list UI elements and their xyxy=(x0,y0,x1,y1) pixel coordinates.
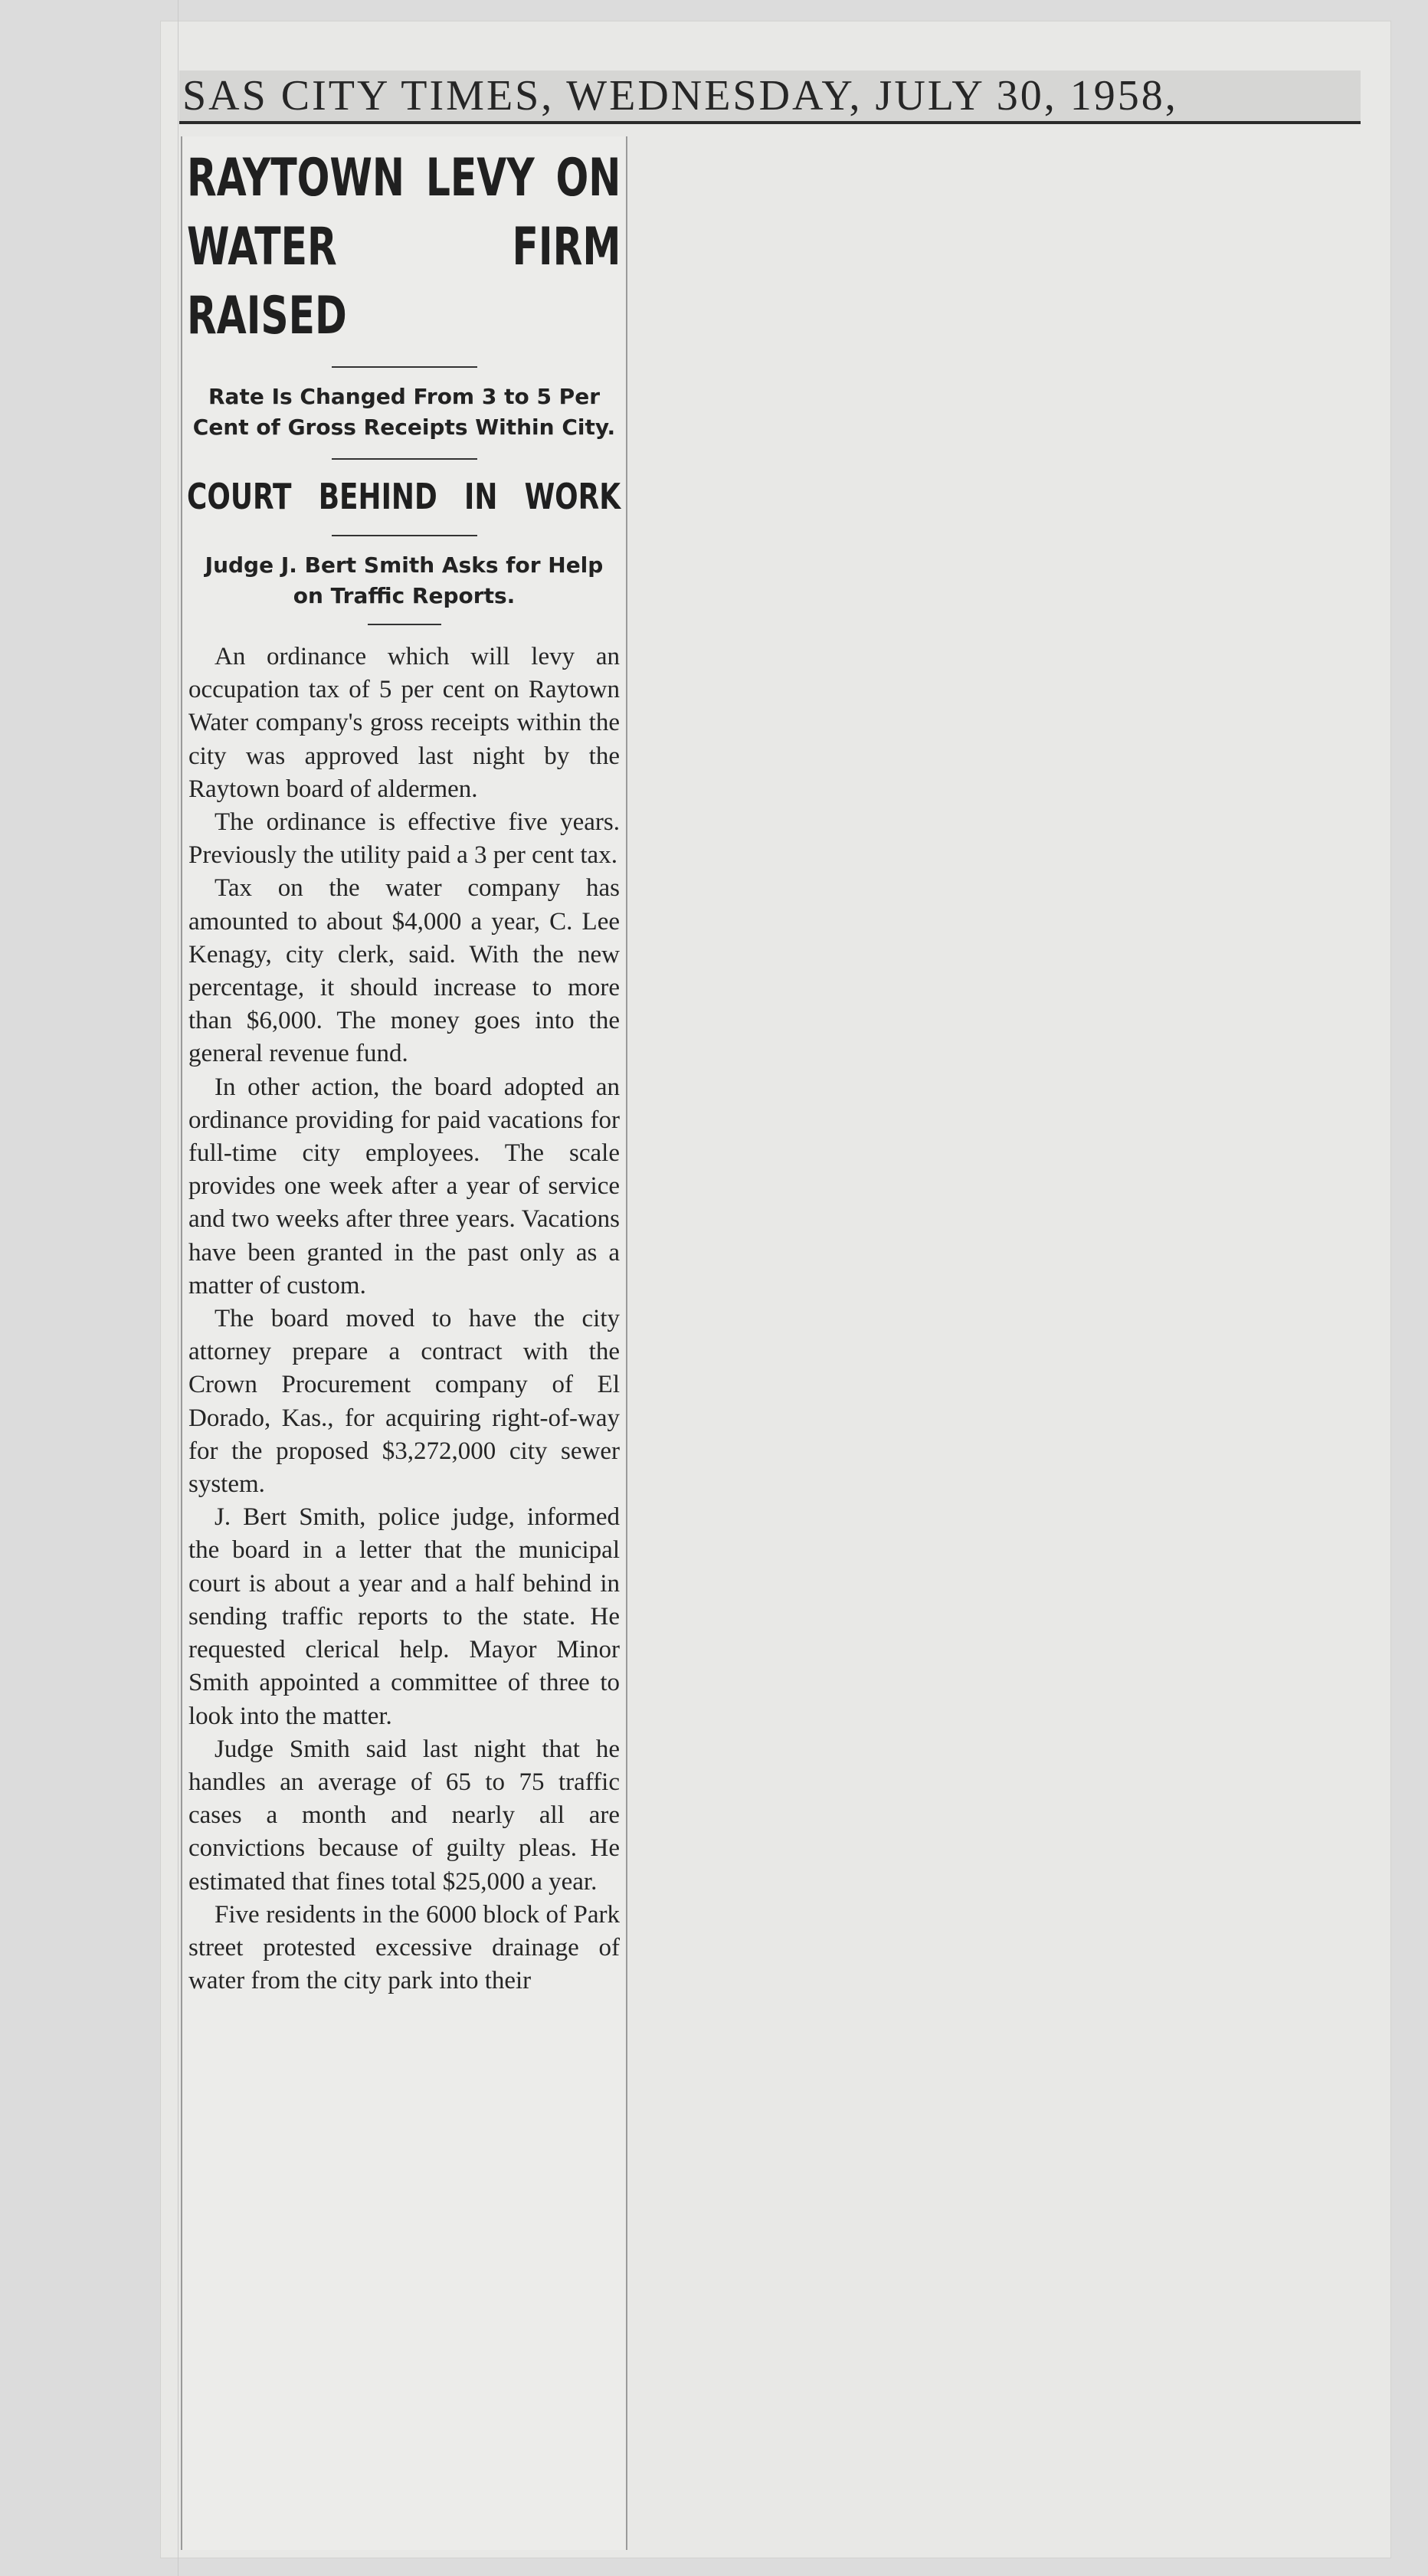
divider-rule-short xyxy=(368,624,441,625)
paragraph: J. Bert Smith, police judge, informed the board in a letter that the municipal court is about a year and a half behind in sending traffic reports to the state. He requested clerical help. Mayor Minor Smith appointed a committee of three to look into the matter. xyxy=(188,1503,620,1730)
paragraph: Judge Smith said last night that he handles an average of 65 to 75 traffic cases a month and nearly all are convictions because of guilty pleas. He estimated that fines total $25,000 a year. xyxy=(188,1735,620,1896)
paragraph: Tax on the water company has amounted to about $4,000 a year, C. Lee Kenagy, city clerk, said. With the new percentage, it should increase to more than $6,000. The money goes into the general revenue fund. xyxy=(188,874,620,1068)
divider-rule xyxy=(332,366,477,368)
headline-line-2: WATER FIRM RAISED xyxy=(187,217,621,346)
deck-rate-change: Rate Is Changed From 3 to 5 Per Cent of Gross Receipts Within City. xyxy=(192,384,616,440)
masthead-text: SAS CITY TIMES, WEDNESDAY, JULY 30, 1958, xyxy=(182,72,1178,120)
paragraph: The board moved to have the city attorney prepare a contract with the Crown Procurement company of El Dorado, Kas., for acquiring right-of-way for the proposed $3,272,000 city sewer system. xyxy=(188,1305,620,1499)
paragraph: In other action, the board adopted an ordinance providing for paid vacations for full-time city employees. The scale provides one week after a year of service and two weeks after three years. Vacations have been granted in the past only as a matter of custom. xyxy=(188,1073,620,1299)
divider-rule xyxy=(332,458,477,460)
subhead-court-behind: COURT BEHIND IN WORK xyxy=(187,476,621,517)
newspaper-masthead xyxy=(179,70,1361,124)
article-column xyxy=(181,136,627,2550)
paragraph: Five residents in the 6000 block of Park street protested excessive drainage of water from the city park into their xyxy=(188,1900,620,1995)
article-body xyxy=(187,641,621,1998)
paragraph: An ordinance which will levy an occupation tax of 5 per cent on Raytown Water company's gross receipts within the city was approved last night by the Raytown board of aldermen. xyxy=(188,643,620,803)
deck-judge-smith: Judge J. Bert Smith Asks for Help on Traffic Reports. xyxy=(205,552,604,608)
paragraph: The ordinance is effective five years. Previously the utility paid a 3 per cent tax. xyxy=(188,808,620,870)
headline-line-1: RAYTOWN LEVY ON xyxy=(187,148,621,208)
divider-rule xyxy=(332,535,477,536)
